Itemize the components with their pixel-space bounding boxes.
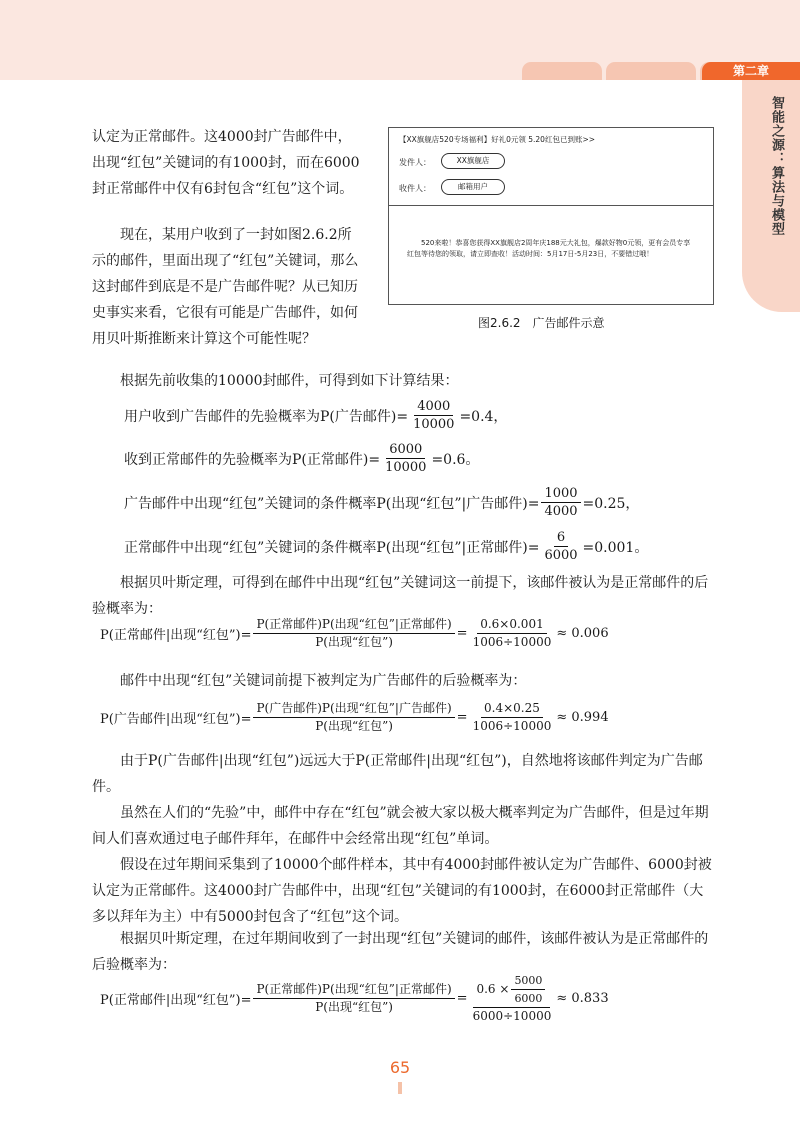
recipient-value: 邮箱用户 <box>441 179 505 195</box>
sender-label: 发件人： <box>399 158 431 167</box>
formula-cond-ad: 广告邮件中出现“红包”关键词的条件概率 P(出现“红包”|广告邮件)= $\frac{1000}{4000}$ =0.25， <box>124 486 640 519</box>
side-title: 智能之源：算法与模型 <box>769 96 784 236</box>
paragraph-5: 邮件中出现“红包”关键词前提下被判定为广告邮件的后验概率为： <box>120 673 527 689</box>
recipient-label: 收件人： <box>399 184 431 193</box>
email-divider <box>389 205 713 206</box>
figure-caption: 图2.6.2 广告邮件示意 <box>478 316 605 330</box>
formula-posterior-ad: P(广告邮件|出现“红包”)= $\frac{\text{P(广告邮件)P(出现“红包”|广告邮件)}}{\text{P(出现“红包”)}}$ = $\frac{0.4\times 0.25}{1006\div 10000}$ ≈ 0.994 <box>100 701 609 733</box>
formula-posterior-normal-newyear: P(正常邮件|出现“红包”)= $\frac{\text{P(正常邮件)P(出现“红包”|正常邮件)}}{\text{P(出现“红包”)}}$ = 0.6 × $\frac{5000}{6000}$ 6000÷10000 ≈ 0.833 <box>100 974 609 1023</box>
paragraph-6: 由于P(广告邮件|出现“红包”)远远大于P(正常邮件|出现“红包”)，自然地将该邮件判定为广告邮件。 <box>92 753 703 795</box>
email-body: 520来啦！恭喜您获得XX旗舰店2周年庆188元大礼包，爆款好物0元领，更有会员专享红包等待您的领取，请立即查收！活动时间：5月17日-5月23日，不要错过哦！ <box>407 239 691 258</box>
sender-value: XX旗舰店 <box>441 153 505 169</box>
paragraph-9: 根据贝叶斯定理，在过年期间收到了一封出现“红包”关键词的邮件，该邮件被认为是正常邮件的后验概率为： <box>92 931 709 973</box>
paragraph-7: 虽然在人们的“先验”中，邮件中存在“红包”就会被大家以极大概率判定为广告邮件，但是过年期间人们喜欢通过电子邮件拜年，在邮件中会经常出现“红包”单词。 <box>92 805 709 847</box>
paragraph-1: 认定为正常邮件。这4000封广告邮件中，出现“红包”关键词的有1000封，而在6000封正常邮件中仅有6封包含“红包”这个词。 <box>92 129 360 197</box>
email-header: 【XX旗舰店520专场福利】好礼0元领 5.20红包已到账>> <box>399 135 596 144</box>
formula-posterior-normal: P(正常邮件|出现“红包”)= $\frac{\text{P(正常邮件)P(出现“红包”|正常邮件)}}{\text{P(出现“红包”)}}$ = $\frac{0.6\times 0.001}{1006\div 10000}$ ≈ 0.006 <box>100 617 609 649</box>
paragraph-4: 根据贝叶斯定理，可得到在邮件中出现“红包”关键词这一前提下，该邮件被认为是正常邮件的后验概率为： <box>92 575 709 617</box>
formula-prior-normal: 收到正常邮件的先验概率为 P(正常邮件)= $\frac{6000}{10000}$ =0.6。 <box>124 442 480 475</box>
page-number: 65 <box>389 1058 411 1077</box>
formula-prior-ad: 用户收到广告邮件的先验概率为 P(广告邮件)= $\frac{4000}{10000}$ =0.4， <box>124 399 508 432</box>
email-figure <box>388 127 714 305</box>
paragraph-2: 现在，某用户收到了一封如图2.6.2所示的邮件，里面出现了“红包”关键词，那么这封邮件到底是不是广告邮件呢？从已知历史事实来看，它很有可能是广告邮件，如何用贝叶斯推断来计算这个可能性呢？ <box>92 227 359 347</box>
chapter-label: 第二章 <box>702 62 800 80</box>
formula-cond-normal: 正常邮件中出现“红包”关键词的条件概率 P(出现“红包”|正常邮件)= $\frac{6}{6000}$ =0.001。 <box>124 530 649 563</box>
paragraph-3: 根据先前收集的10000封邮件，可得到如下计算结果： <box>120 373 459 389</box>
page-marker <box>398 1082 402 1094</box>
paragraph-8: 假设在过年期间采集到了10000个邮件样本，其中有4000封邮件被认定为广告邮件、6000封被认定为正常邮件。这4000封广告邮件中，出现“红包”关键词的有1000封，在6000封正常邮件（大多以拜年为主）中有5000封包含了“红包”这个词。 <box>92 857 712 925</box>
